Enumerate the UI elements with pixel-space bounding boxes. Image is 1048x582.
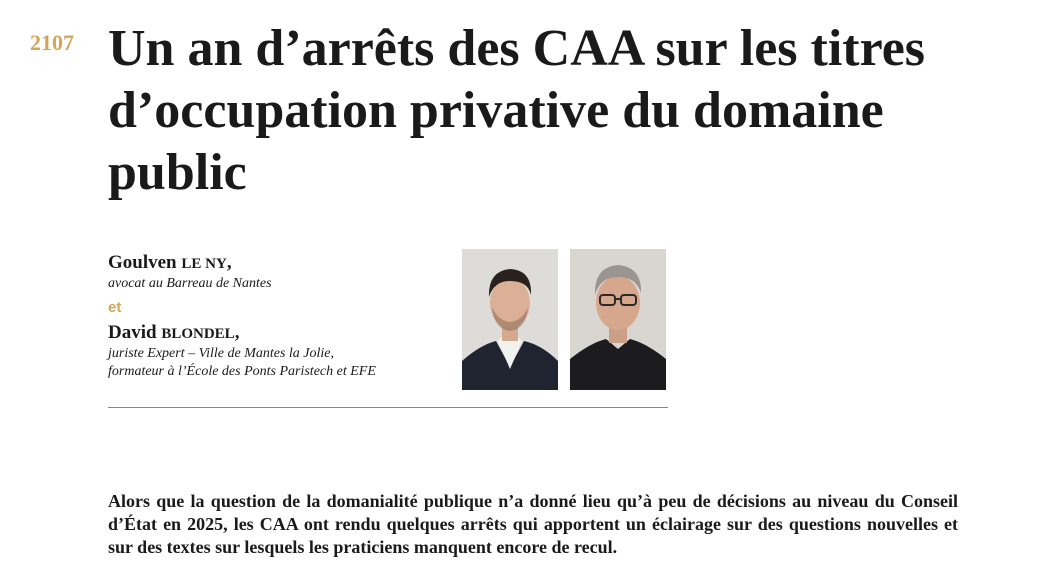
section-divider	[108, 407, 668, 408]
article-abstract: Alors que la question de la domanialité publique n’a donné lieu qu’à peu de décisions au niveau du Conseil d’État en 2025, les CAA ont rendu quelques arrêts qui apportent un éclairage sur des questions nouvelles et sur des textes sur lesquels les praticiens manquent encore de recul.	[108, 491, 958, 557]
authors-block	[108, 252, 458, 381]
author-1-name	[108, 252, 458, 275]
author-2-role-line-2: formateur à l’École des Ponts Paristech et EFE	[108, 364, 376, 379]
author-2	[108, 322, 458, 381]
author-1	[108, 252, 458, 293]
author-1-first-name: Goulven	[108, 252, 177, 273]
author-2-role-line-1: juriste Expert – Ville de Mantes la Jolie,	[108, 346, 335, 361]
author-2-portrait-icon	[570, 249, 666, 390]
author-1-portrait-icon	[462, 249, 558, 390]
author-1-photo	[462, 249, 558, 390]
author-2-suffix: ,	[234, 322, 240, 343]
author-2-first-name: David	[108, 322, 157, 343]
author-2-name	[108, 322, 458, 345]
author-2-last-name: BLONDEL	[161, 326, 235, 342]
author-2-photo	[570, 249, 666, 390]
author-connector: et	[108, 299, 122, 316]
author-1-role: avocat au Barreau de Nantes	[108, 276, 272, 291]
author-1-suffix: ,	[226, 252, 232, 273]
article-number: 2107	[30, 30, 74, 55]
article-title: Un an d’arrêts des CAA sur les titres d’occupation privative du domaine public	[108, 20, 926, 201]
author-1-last-name: LE NY	[181, 256, 227, 272]
